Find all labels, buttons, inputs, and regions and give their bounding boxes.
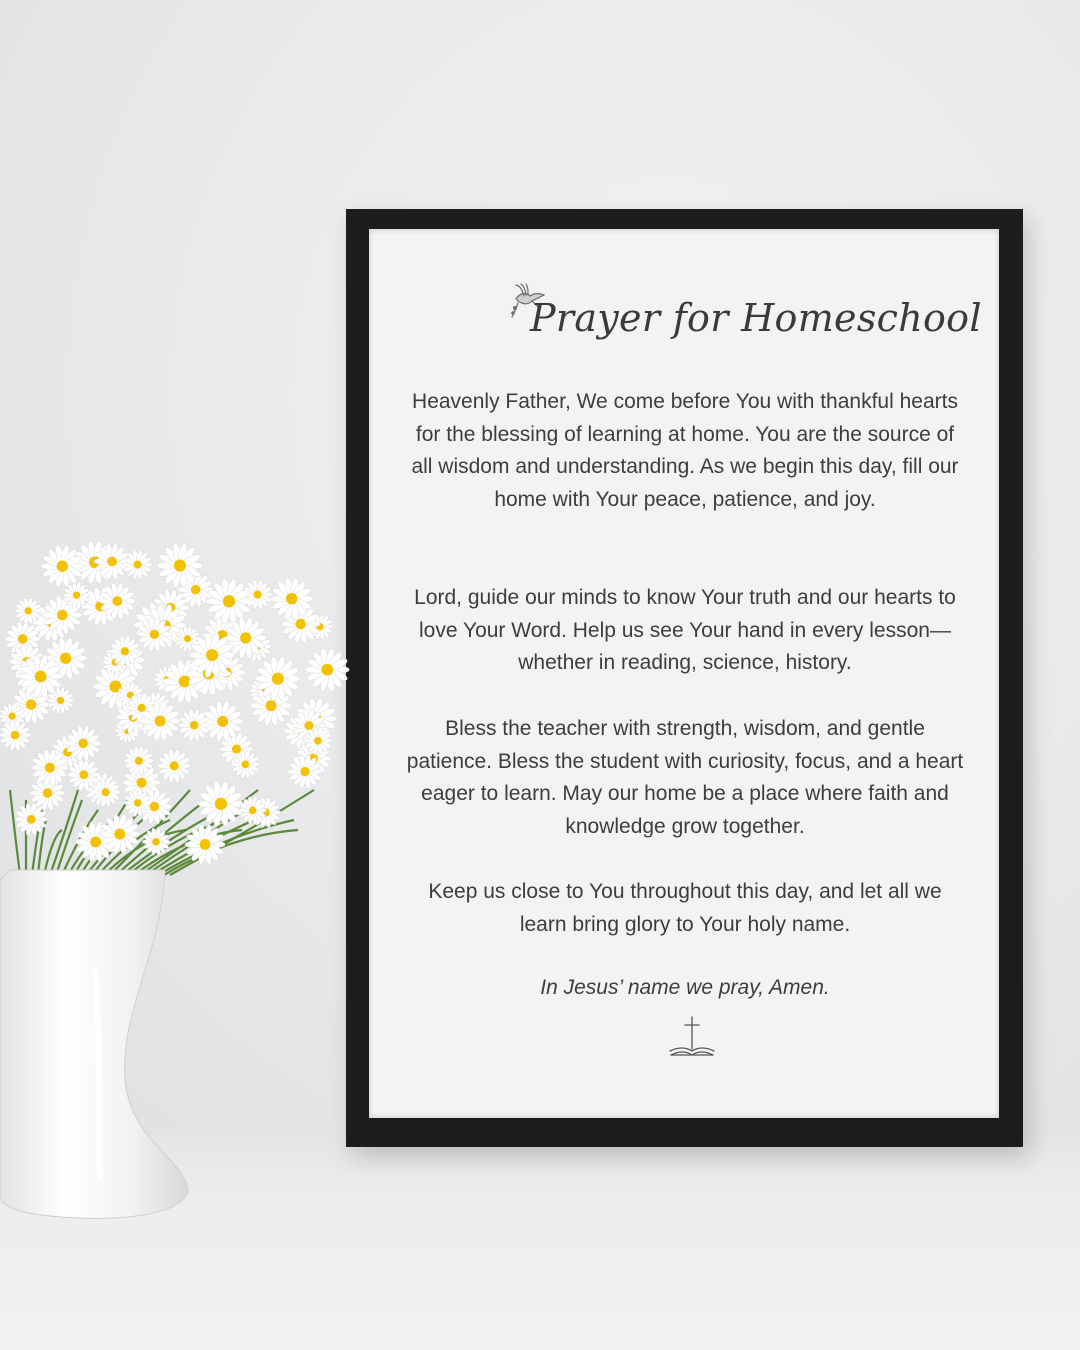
daisy-flower — [0, 719, 31, 751]
daisy-flower — [305, 648, 349, 692]
prayer-paragraph-4: Keep us close to You throughout this day, and let all we learn bring glory to Your holy name. — [428, 880, 942, 936]
daisy-bouquet-in-vase — [0, 540, 360, 1240]
poster-title: Prayer for Homeschool — [530, 296, 982, 340]
prayer-closing: In Jesus’ name we pray, Amen. — [540, 976, 830, 999]
daisy-flower — [41, 545, 84, 588]
vase — [0, 870, 188, 1218]
prayer-paragraph-3: Bless the teacher with strength, wisdom, and gentle patience. Bless the student with curiosity, focus, and a heart eager to learn. May our home be a place where faith and knowledge grow together. — [406, 717, 964, 838]
cross-on-book-icon — [668, 1015, 716, 1059]
daisy-flower — [185, 824, 225, 865]
prayer-paragraph-1: Heavenly Father, We come before You with thankful hearts for the blessing of learning at home. You are the source of all wisdom and understanding. As we begin this day, fill our home with Your peace, patience, and joy. — [411, 390, 959, 511]
daisy-flower — [157, 749, 191, 783]
prayer-paragraph-2: Lord, guide our minds to know Your truth and our hearts to love Your Word. Help us see Your hand in every lesson—whether in reading, science, history. — [414, 586, 956, 675]
daisy-flower — [206, 578, 252, 625]
